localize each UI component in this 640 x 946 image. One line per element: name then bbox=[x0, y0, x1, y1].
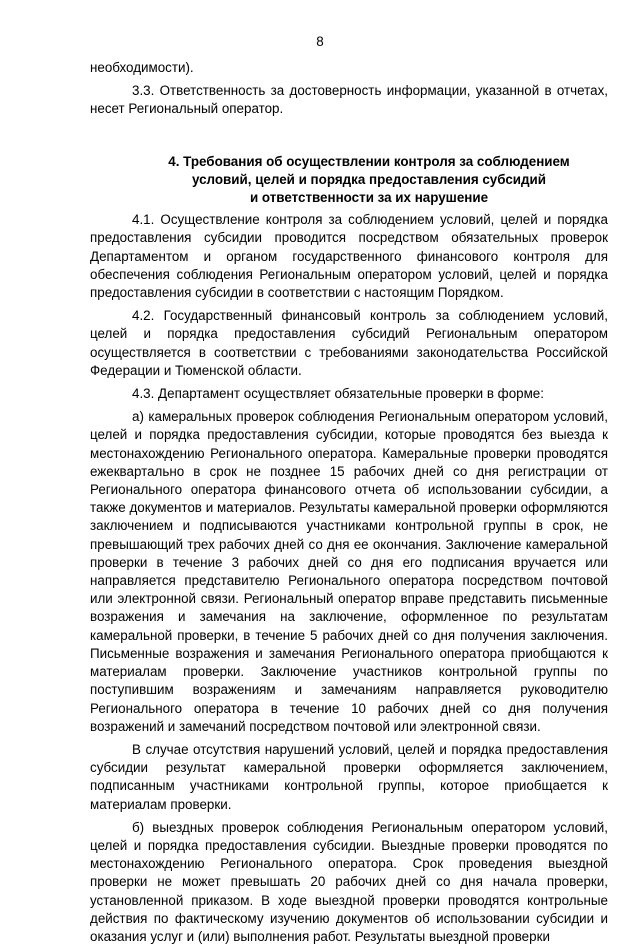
section-heading-line: и ответственности за их нарушение bbox=[249, 190, 489, 206]
paragraph-3-3: 3.3. Ответственность за достоверность информации, указанной в отчетах, несет Региональный оператор. bbox=[90, 83, 608, 117]
paragraph-4-3-a: а) камеральных проверок соблюдения Региональным оператором условий, целей и порядка предоставления субсидии, которые проводятся без выезда к местонахождению Регионального оператора. Камеральные проверки проводятся ежеквартально в срок не позднее 15 рабочих дней со дня регистрации от Регионального оператора финансового отчета об использовании субсидии, а также документов и материалов. Результаты камеральной проверки оформляются заключением и подписываются участниками контрольной группы в срок, не превышающий трех рабочих дней со дня ее окончания. Заключение камеральной проверки в течение 3 рабочих дней со дня его подписания вручается или направляется представителю Регионального оператора посредством почтовой или электронной связи. Региональный оператор вправе представить письменные возражения и замечания на заключение, оформленное по результатам камеральной проверки, в течение 5 рабочих дней со дня получения заключения. Письменные возражения и замечания Регионального оператора приобщаются к материалам проверки. Заключение участников контрольной группы по поступившим возражениям и замечаниям направляется руководителю Регионального оператора в течение 10 рабочих дней со дня получения возражений и замечаний посредством почтовой или электронной связи. bbox=[90, 409, 608, 734]
paragraph-4-3-b: б) выездных проверок соблюдения Региональным оператором условий, целей и порядка предоставления субсидии. Выездные проверки проводятся по местонахождению Регионального оператора. Срок проведения выездной проверки не может превышать 20 рабочих дней со дня начала проверки, установленной приказом. В ходе выездной проверки проводятся контрольные действия по фактическому изучению документов об использовании субсидии и оказания услуг и (или) выполнения работ. Результаты выездной проверки bbox=[90, 819, 608, 944]
section-heading bbox=[90, 153, 608, 208]
paragraph-no-violations: В случае отсутствия нарушений условий, целей и порядка предоставления субсидии результат камеральной проверки оформляется заключением, подписанным участниками контрольной группы, которое приобщается к материалам проверки. bbox=[90, 741, 608, 812]
paragraph-4-3: 4.3. Департамент осуществляет обязательные проверки в форме: bbox=[132, 386, 544, 402]
paragraph-continuation: необходимости). bbox=[90, 60, 194, 75]
document-body bbox=[90, 59, 608, 946]
section-heading-line: условий, целей и порядка предоставления субсидий bbox=[191, 171, 546, 187]
paragraph-4-1: 4.1. Осуществление контроля за соблюдением условий, целей и порядка предоставления субсидии проводится посредством обязательных проверок Департаментом и органом государственного финансового контроля для обеспечения соблюдения Региональным оператором условий, целей и порядка предоставления субсидии в соответствии с настоящим Порядком. bbox=[90, 212, 608, 301]
section-heading-line: 4. Требования об осуществлении контроля за соблюдением bbox=[168, 153, 570, 169]
paragraph-4-2: 4.2. Государственный финансовый контроль за соблюдением условий, целей и порядка предоставления субсидий Региональным оператором осуществляется в соответствии с требованиями законодательства Российской Федерации и Тюменской области. bbox=[90, 308, 608, 378]
page-number: 8 bbox=[316, 34, 324, 49]
